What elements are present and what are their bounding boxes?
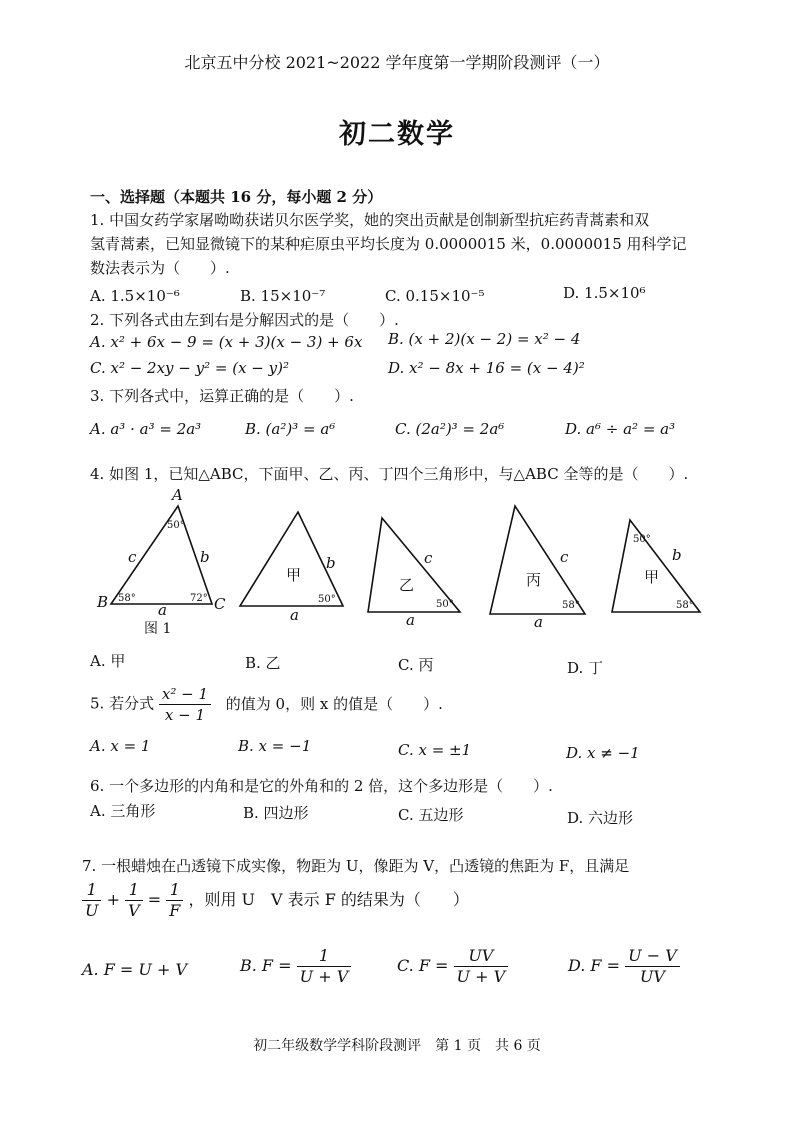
tri2-label: 乙	[399, 576, 415, 594]
q6-option-d: D. 六边形	[567, 809, 634, 827]
q5-suffix: 的值为 0，则 x 的值是（ ）.	[225, 694, 443, 713]
vertex-b: B	[97, 593, 109, 611]
q5-denominator: x − 1	[164, 706, 205, 724]
q7-frac2-den: V	[128, 901, 140, 920]
tri3-label: 丙	[526, 571, 542, 589]
tri4-angle-top: 50°	[633, 534, 651, 545]
question-5	[90, 684, 443, 725]
tri3-angle: 58°	[562, 600, 580, 611]
q3-option-a: A. a³ · a³ = 2a³	[90, 420, 202, 438]
tri2-side-a: a	[406, 611, 415, 629]
q7-option-a: A. F = U + V	[82, 960, 188, 979]
q6-option-b: B. 四边形	[243, 804, 309, 822]
q7-b-prefix: B. F =	[240, 956, 292, 975]
tri1-side-b: b	[326, 554, 336, 572]
q6-option-a: A. 三角形	[90, 802, 156, 820]
q7-line2-tail: ，则用 U V 表示 F 的结果为（ ）	[188, 890, 469, 909]
q7-d-prefix: D. F =	[568, 956, 621, 975]
q2-option-b: B. (x + 2)(x − 2) = x² − 4	[388, 330, 581, 348]
tri1-angle: 50°	[318, 594, 336, 605]
tri4-side-b: b	[672, 546, 682, 564]
q7-d-num: U − V	[625, 946, 680, 967]
q7-b-num: 1	[297, 946, 352, 967]
q3-option-b: B. (a²)³ = a⁶	[245, 420, 336, 438]
q7-frac1-num: 1	[82, 880, 101, 901]
q5-option-a: A. x = 1	[90, 737, 151, 755]
angle-b-label: 58°	[118, 593, 136, 604]
q1-line1: 1. 中国女药学家屠呦呦获诺贝尔医学奖，她的突出贡献是创制新型抗疟药青蒿素和双	[90, 211, 650, 229]
q7-option-c	[397, 946, 508, 987]
q7-frac2-num: 1	[125, 880, 143, 901]
q7-frac1-den: U	[85, 901, 99, 920]
q2-option-c: C. x² − 2xy − y² = (x − y)²	[90, 359, 289, 377]
q5-numerator: x² − 1	[159, 684, 211, 705]
q6-stem: 6. 一个多边形的内角和是它的外角和的 2 倍，这个多边形是（ ）.	[90, 777, 553, 795]
triangle-abc	[111, 506, 212, 604]
q4-option-b: B. 乙	[245, 654, 281, 672]
tri4-angle-bottom: 58°	[676, 600, 694, 611]
q7-c-den: U + V	[456, 967, 506, 986]
q5-fraction	[159, 684, 211, 725]
q4-option-a: A. 甲	[90, 652, 126, 670]
q5-option-d: D. x ≠ −1	[566, 744, 640, 762]
triangle-2	[368, 518, 460, 612]
angle-a-label: 50°	[167, 520, 185, 531]
q1-line3: 数法表示为（ ）.	[90, 259, 230, 277]
side-c-label: c	[128, 548, 137, 566]
triangle-4	[612, 520, 700, 612]
q7-eq: =	[147, 890, 162, 909]
tri1-side-a: a	[290, 606, 299, 624]
q5-option-b: B. x = −1	[238, 737, 312, 755]
q1-option-a: A. 1.5×10⁻⁶	[90, 287, 180, 305]
q4-option-c: C. 丙	[398, 656, 434, 674]
figure-caption: 图 1	[144, 621, 172, 637]
vertex-a: A	[172, 486, 183, 504]
q4-stem: 4. 如图 1，已知△ABC，下面甲、乙、丙、丁四个三角形中，与△ABC 全等的是（ ）.	[90, 465, 689, 483]
tri3-side-c: c	[560, 548, 569, 566]
tri4-label: 甲	[644, 568, 660, 586]
q7-option-d	[568, 946, 680, 987]
side-a-label: a	[158, 601, 167, 619]
q6-option-c: C. 五边形	[398, 806, 464, 824]
q5-option-c: C. x = ±1	[398, 741, 472, 759]
q7-plus: +	[106, 890, 120, 909]
q2-option-d: D. x² − 8x + 16 = (x − 4)²	[388, 359, 585, 377]
q1-line2: 氢青蒿素，已知显微镜下的某种疟原虫平均长度为 0.0000015 米，0.0000015 用科学记	[90, 235, 687, 253]
q7-b-den: U + V	[299, 967, 349, 986]
q4-option-d: D. 丁	[567, 659, 604, 677]
q2-stem: 2. 下列各式由左到右是分解因式的是（ ）.	[90, 311, 399, 329]
q1-option-b: B. 15×10⁻⁷	[240, 287, 326, 305]
q7-c-prefix: C. F =	[397, 956, 449, 975]
triangle-3	[490, 506, 585, 614]
q1-option-c: C. 0.15×10⁻⁵	[385, 287, 485, 305]
q7-line2	[82, 880, 469, 921]
q2-option-a: A. x² + 6x − 9 = (x + 3)(x − 3) + 6x	[90, 333, 363, 351]
q7-d-den: UV	[639, 967, 665, 986]
q1-option-d: D. 1.5×10⁶	[563, 284, 646, 302]
q7-c-num: UV	[454, 946, 509, 967]
q7-option-b	[240, 946, 351, 987]
exam-header: 北京五中分校 2021~2022 学年度第一学期阶段测评（一）	[184, 53, 610, 72]
tri1-label: 甲	[286, 566, 302, 584]
q7-line1: 7. 一根蜡烛在凸透镜下成实像，物距为 U，像距为 V，凸透镜的焦距为 F，且满足	[82, 857, 630, 875]
q3-option-d: D. a⁶ ÷ a² = a³	[565, 420, 676, 438]
tri3-side-a: a	[534, 613, 543, 631]
q7-frac3-num: 1	[166, 880, 183, 901]
q5-prefix: 5. 若分式	[90, 694, 155, 713]
tri2-side-c: c	[424, 549, 433, 567]
tri2-angle: 50°	[436, 599, 454, 610]
angle-c-label: 72°	[190, 593, 208, 604]
q3-option-c: C. (2a²)³ = 2a⁶	[395, 420, 505, 438]
q3-stem: 3. 下列各式中，运算正确的是（ ）.	[90, 387, 354, 405]
vertex-c: C	[214, 595, 226, 613]
page-footer: 初二年级数学学科阶段测评 第 1 页 共 6 页	[253, 1038, 541, 1054]
section-heading: 一、选择题（本题共 16 分，每小题 2 分）	[90, 188, 383, 206]
side-b-label: b	[200, 548, 210, 566]
page-title: 初二数学	[339, 119, 455, 150]
q7-frac3-den: F	[169, 901, 181, 920]
